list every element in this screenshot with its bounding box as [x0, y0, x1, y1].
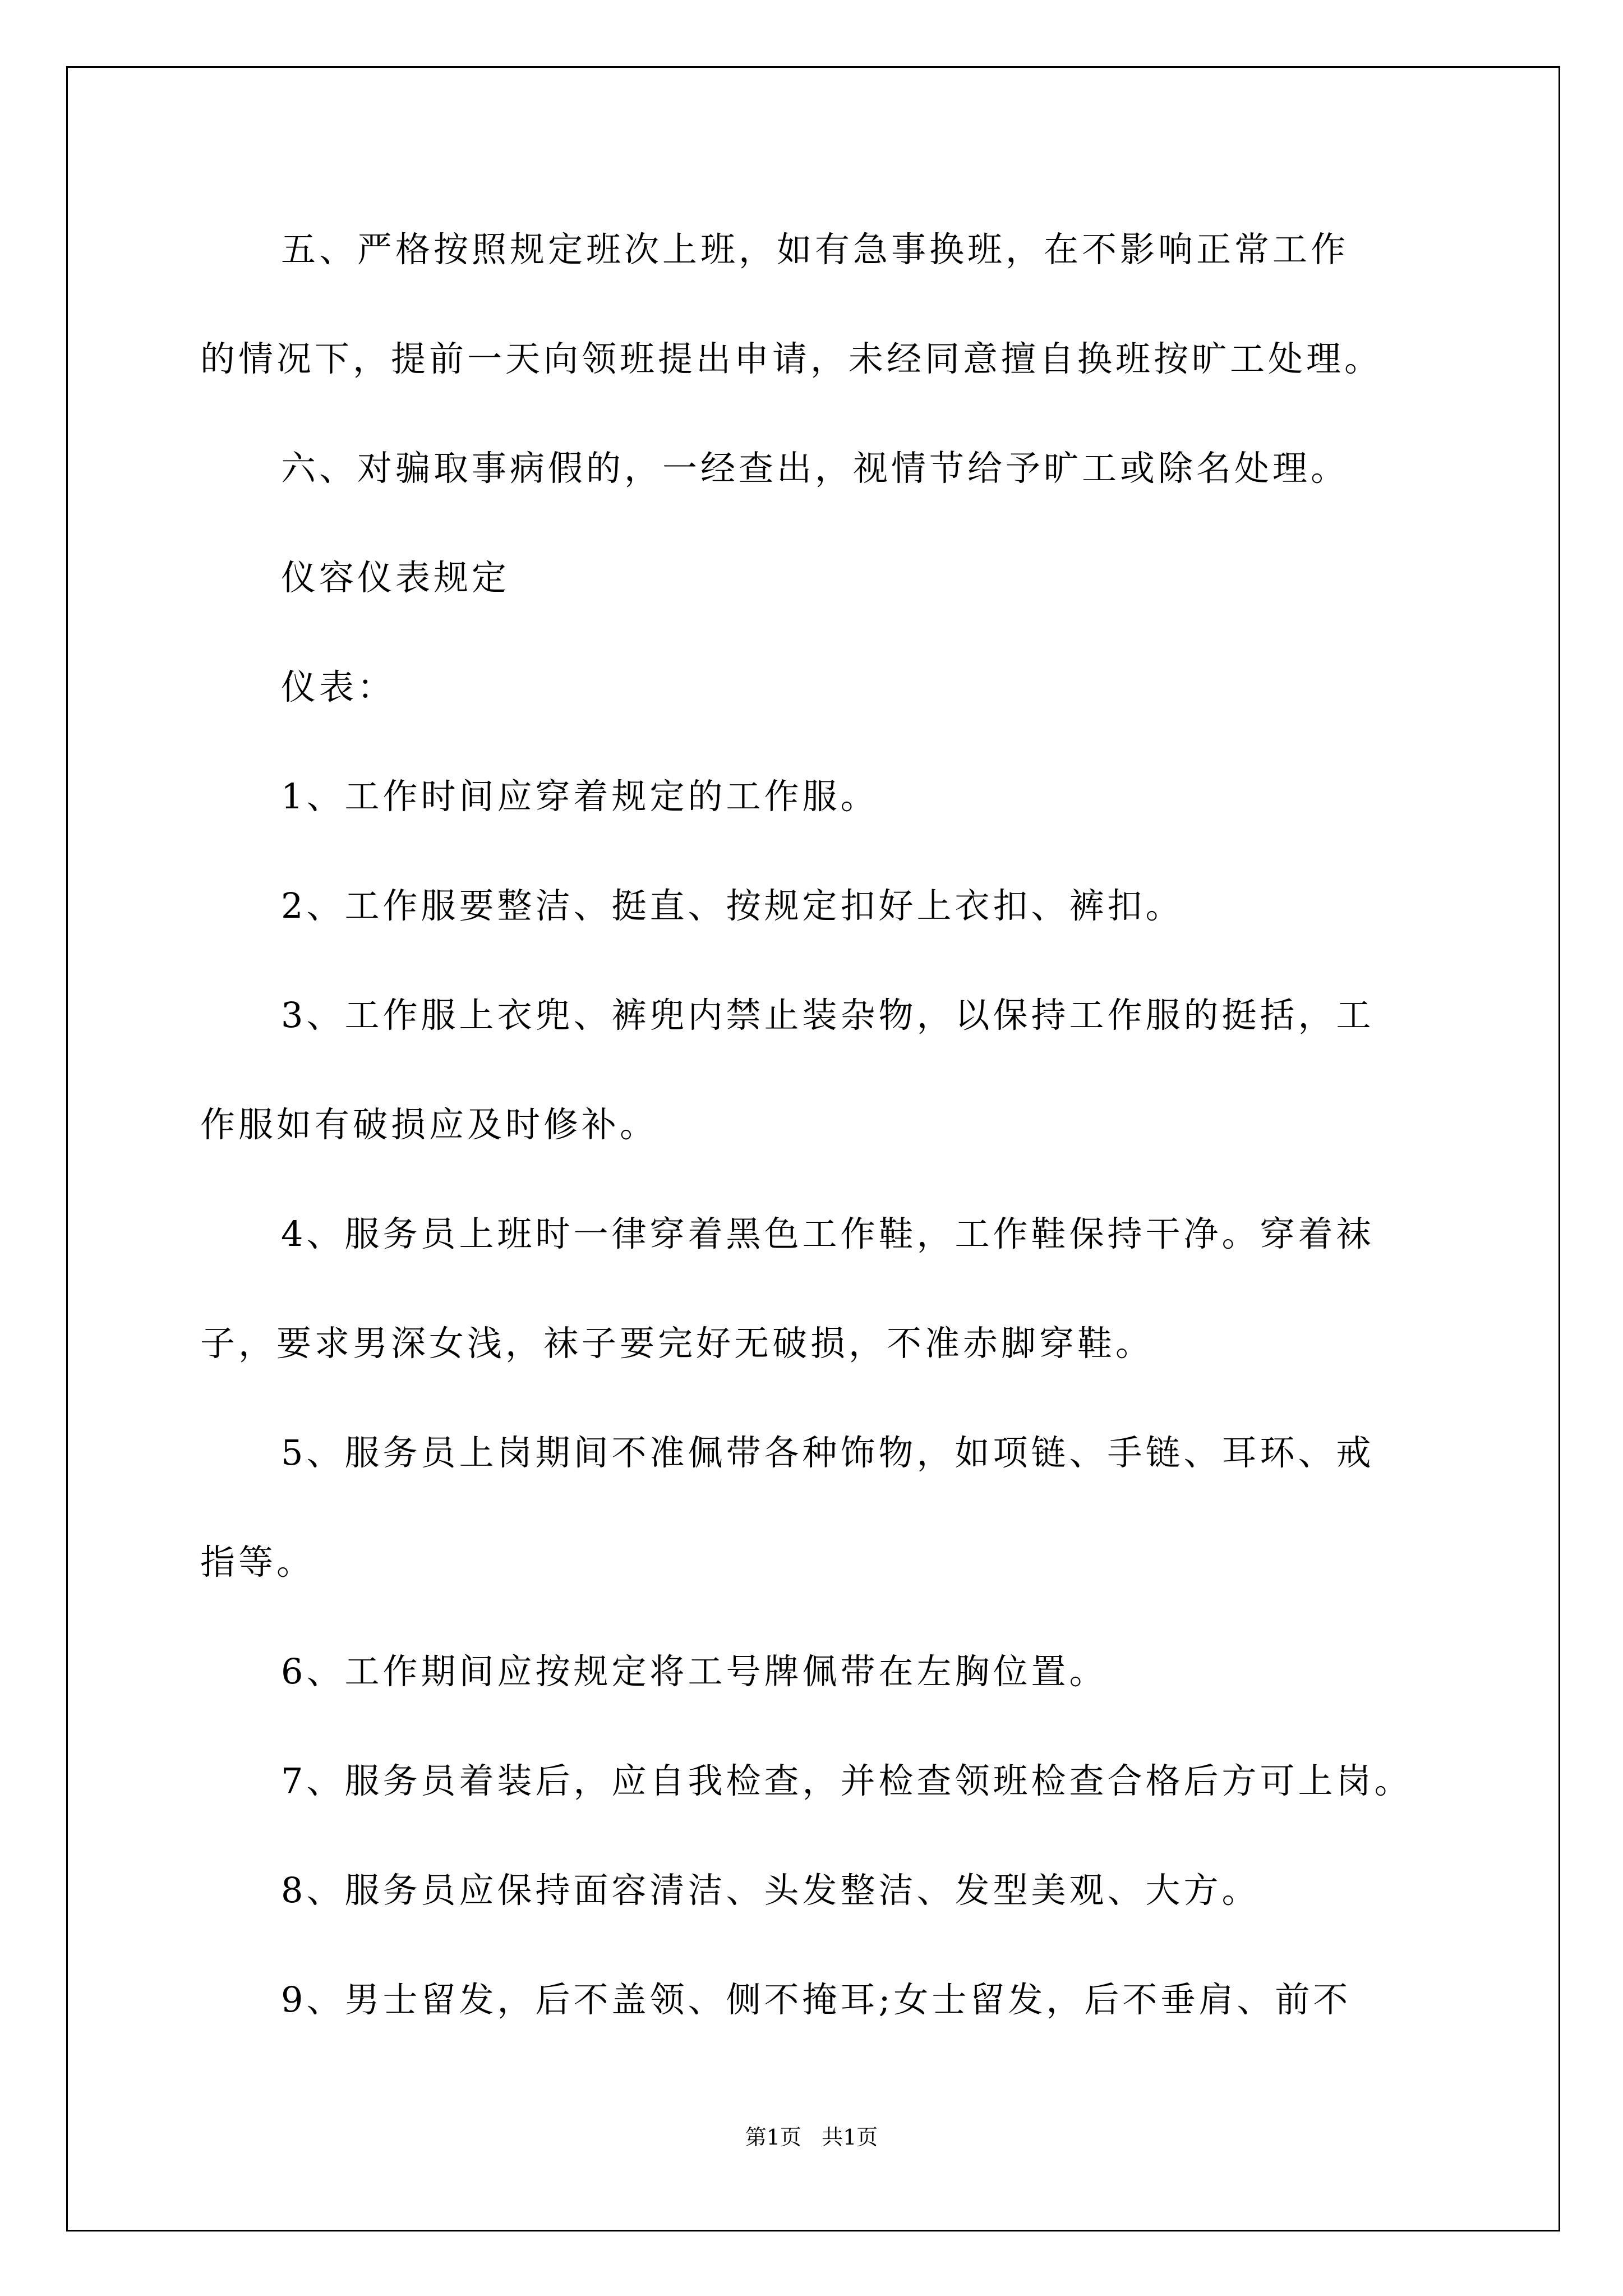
- subsection-heading: 仪表：: [281, 666, 396, 707]
- list-item-continuation: 作服如有破损应及时修补。: [200, 1104, 658, 1145]
- section-heading: 仪容仪表规定: [281, 557, 510, 598]
- list-item-continuation: 子，要求男深女浅，袜子要完好无破损，不准赤脚穿鞋。: [200, 1323, 1154, 1364]
- paragraph-line: 六、对骗取事病假的，一经查出，视情节给予旷工或除名处理。: [281, 448, 1349, 489]
- list-item: 6、工作期间应按规定将工号牌佩带在左胸位置。: [281, 1651, 1108, 1692]
- paragraph-line: 五、严格按照规定班次上班，如有急事换班，在不影响正常工作: [281, 229, 1349, 270]
- list-item: 2、工作服要整洁、挺直、按规定扣好上衣扣、裤扣。: [281, 885, 1184, 926]
- list-item: 1、工作时间应穿着规定的工作服。: [281, 776, 879, 817]
- list-item: 4、服务员上班时一律穿着黑色工作鞋，工作鞋保持干净。穿着袜: [281, 1213, 1375, 1254]
- list-item: 3、工作服上衣兜、裤兜内禁止装杂物，以保持工作服的挺括，工: [281, 995, 1375, 1036]
- list-item: 7、服务员着装后，应自我检查，并检查领班检查合格后方可上岗。: [281, 1760, 1413, 1801]
- list-item: 5、服务员上岗期间不准佩带各种饰物，如项链、手链、耳环、戒: [281, 1432, 1375, 1473]
- paragraph-line: 的情况下，提前一天向领班提出申请，未经同意擅自换班按旷工处理。: [200, 338, 1383, 379]
- list-item: 8、服务员应保持面容清洁、头发整洁、发型美观、大方。: [281, 1870, 1260, 1911]
- page-footer: 第1页 共1页: [745, 2125, 878, 2150]
- list-item: 9、男士留发，后不盖领、侧不掩耳;女士留发，后不垂肩、前不: [281, 1979, 1352, 2020]
- list-item-continuation: 指等。: [200, 1542, 315, 1582]
